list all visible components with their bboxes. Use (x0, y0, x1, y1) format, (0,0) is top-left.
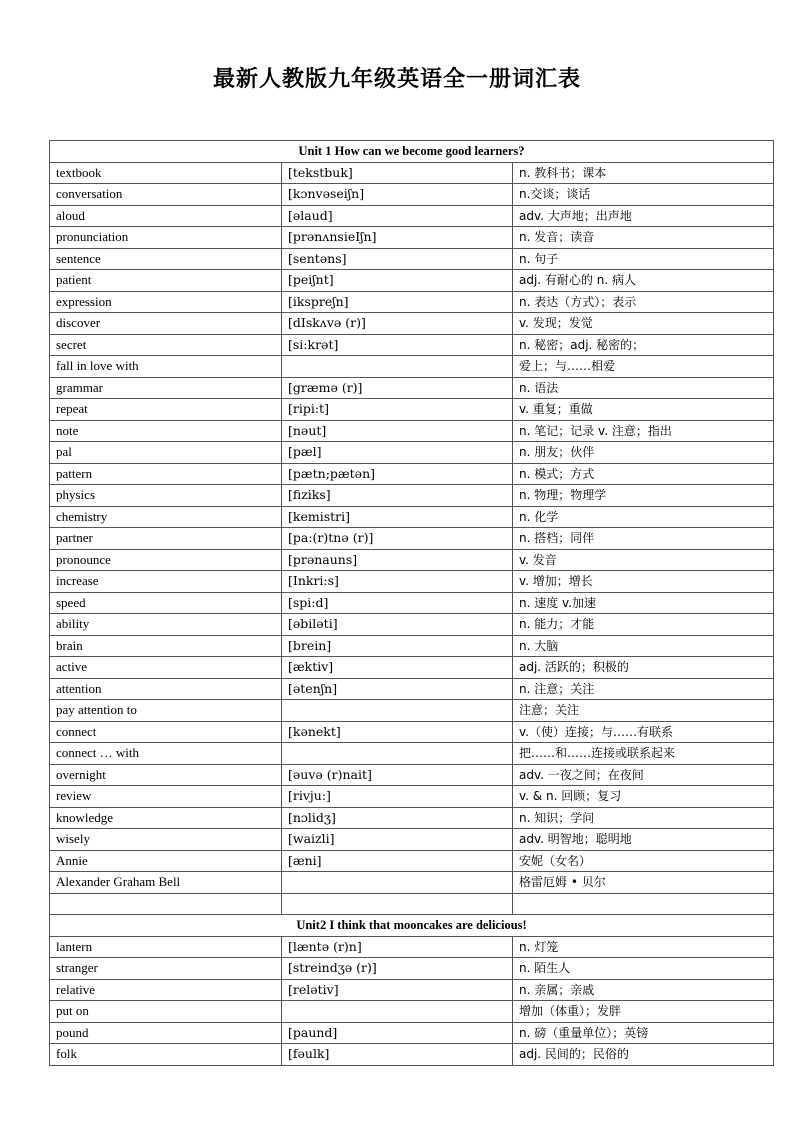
phonetic-cell: [brein] (282, 635, 513, 657)
phonetic-cell (282, 356, 513, 378)
phonetic-cell: [spi:d] (282, 592, 513, 614)
meaning-cell: adj. 有耐心的 n. 病人 (513, 270, 774, 292)
table-row (50, 958, 774, 980)
word-cell: secret (50, 334, 282, 356)
table-row (50, 893, 774, 915)
phonetic-cell: [əuvə (r)nait] (282, 764, 513, 786)
word-cell: conversation (50, 184, 282, 206)
phonetic-cell: [dIskʌvə (r)] (282, 313, 513, 335)
phonetic-cell: [əlaud] (282, 205, 513, 227)
word-cell: connect (50, 721, 282, 743)
meaning-cell: n. 句子 (513, 248, 774, 270)
table-row (50, 463, 774, 485)
table-row (50, 291, 774, 313)
meaning-cell: adj. 民间的；民俗的 (513, 1044, 774, 1066)
phonetic-cell: [paund] (282, 1022, 513, 1044)
phonetic-cell: [græmə (r)] (282, 377, 513, 399)
phonetic-cell: [pætn;pætən] (282, 463, 513, 485)
meaning-cell: n. 教科书；课本 (513, 162, 774, 184)
word-cell: physics (50, 485, 282, 507)
unit1-rows (50, 162, 774, 915)
word-cell: fall in love with (50, 356, 282, 378)
word-cell: textbook (50, 162, 282, 184)
table-row (50, 248, 774, 270)
meaning-cell: n. 速度 v.加速 (513, 592, 774, 614)
word-cell: wisely (50, 829, 282, 851)
table-row (50, 313, 774, 335)
meaning-cell: n. 秘密；adj. 秘密的； (513, 334, 774, 356)
table-row (50, 485, 774, 507)
table-row (50, 162, 774, 184)
word-cell: expression (50, 291, 282, 313)
meaning-cell: 增加（体重）；发胖 (513, 1001, 774, 1023)
phonetic-cell: [nəut] (282, 420, 513, 442)
phonetic-cell: [fiziks] (282, 485, 513, 507)
word-cell: aloud (50, 205, 282, 227)
table-row (50, 936, 774, 958)
table-row (50, 506, 774, 528)
word-cell: ability (50, 614, 282, 636)
word-cell: stranger (50, 958, 282, 980)
phonetic-cell: [pa:(r)tnə (r)] (282, 528, 513, 550)
meaning-cell: n. 模式；方式 (513, 463, 774, 485)
meaning-cell: 把……和……连接或联系起来 (513, 743, 774, 765)
meaning-cell: 安妮（女名） (513, 850, 774, 872)
word-cell: chemistry (50, 506, 282, 528)
word-cell: pattern (50, 463, 282, 485)
table-row (50, 334, 774, 356)
meaning-cell: n. 搭档；同伴 (513, 528, 774, 550)
meaning-cell: v. 增加；增长 (513, 571, 774, 593)
table-row (50, 979, 774, 1001)
word-cell: folk (50, 1044, 282, 1066)
meaning-cell: n. 语法 (513, 377, 774, 399)
phonetic-cell (282, 893, 513, 915)
word-cell: Annie (50, 850, 282, 872)
table-row (50, 1022, 774, 1044)
word-cell: increase (50, 571, 282, 593)
phonetic-cell: [əbiləti] (282, 614, 513, 636)
word-cell: sentence (50, 248, 282, 270)
phonetic-cell: [prənauns] (282, 549, 513, 571)
phonetic-cell: [tekstbuk] (282, 162, 513, 184)
word-cell: connect … with (50, 743, 282, 765)
meaning-cell: v. 重复；重做 (513, 399, 774, 421)
table-row (50, 442, 774, 464)
word-cell: review (50, 786, 282, 808)
word-cell: partner (50, 528, 282, 550)
word-cell: note (50, 420, 282, 442)
table-row (50, 356, 774, 378)
phonetic-cell: [æni] (282, 850, 513, 872)
meaning-cell: 爱上；与……相爱 (513, 356, 774, 378)
meaning-cell: n. 笔记；记录 v. 注意；指出 (513, 420, 774, 442)
table-row (50, 807, 774, 829)
table-row (50, 764, 774, 786)
phonetic-cell: [læntə (r)n] (282, 936, 513, 958)
meaning-cell: n. 朋友；伙伴 (513, 442, 774, 464)
phonetic-cell (282, 872, 513, 894)
table-row (50, 678, 774, 700)
phonetic-cell: [ripi:t] (282, 399, 513, 421)
meaning-cell: n. 物理；物理学 (513, 485, 774, 507)
meaning-cell: v. 发现；发觉 (513, 313, 774, 335)
meaning-cell: n. 能力；才能 (513, 614, 774, 636)
meaning-cell: n. 陌生人 (513, 958, 774, 980)
word-cell: pal (50, 442, 282, 464)
meaning-cell: n. 磅（重量单位）；英镑 (513, 1022, 774, 1044)
word-cell: grammar (50, 377, 282, 399)
phonetic-cell: [rivju:] (282, 786, 513, 808)
meaning-cell: adj. 活跃的；积极的 (513, 657, 774, 679)
phonetic-cell: [sentəns] (282, 248, 513, 270)
word-cell: speed (50, 592, 282, 614)
table-row (50, 420, 774, 442)
word-cell: brain (50, 635, 282, 657)
meaning-cell: v. & n. 回顾；复习 (513, 786, 774, 808)
meaning-cell: n. 亲属；亲戚 (513, 979, 774, 1001)
meaning-cell: n. 注意；关注 (513, 678, 774, 700)
table-row (50, 528, 774, 550)
meaning-cell: adv. 大声地；出声地 (513, 205, 774, 227)
vocabulary-table (49, 140, 774, 1066)
word-cell: active (50, 657, 282, 679)
phonetic-cell: [streindʒə (r)] (282, 958, 513, 980)
meaning-cell: n.交谈；谈话 (513, 184, 774, 206)
meaning-cell: adv. 明智地；聪明地 (513, 829, 774, 851)
table-row (50, 549, 774, 571)
table-row (50, 571, 774, 593)
table-row (50, 850, 774, 872)
table-row (50, 614, 774, 636)
word-cell: relative (50, 979, 282, 1001)
meaning-cell (513, 893, 774, 915)
word-cell: lantern (50, 936, 282, 958)
meaning-cell: n. 表达（方式）；表示 (513, 291, 774, 313)
unit2-header: Unit2 I think that mooncakes are delicious! (50, 915, 774, 937)
phonetic-cell: [fəulk] (282, 1044, 513, 1066)
word-cell: pronounce (50, 549, 282, 571)
phonetic-cell: [ətenʃn] (282, 678, 513, 700)
table-row (50, 227, 774, 249)
phonetic-cell: [pæl] (282, 442, 513, 464)
unit1-header-row (50, 141, 774, 163)
meaning-cell: v.（使）连接；与……有联系 (513, 721, 774, 743)
table-row (50, 700, 774, 722)
phonetic-cell: [peiʃnt] (282, 270, 513, 292)
word-cell: put on (50, 1001, 282, 1023)
phonetic-cell: [waizli] (282, 829, 513, 851)
meaning-cell: n. 化学 (513, 506, 774, 528)
word-cell: pay attention to (50, 700, 282, 722)
table-row (50, 786, 774, 808)
table-row (50, 1001, 774, 1023)
meaning-cell: n. 大脑 (513, 635, 774, 657)
table-row (50, 743, 774, 765)
meaning-cell: n. 灯笼 (513, 936, 774, 958)
word-cell: discover (50, 313, 282, 335)
table-row (50, 635, 774, 657)
phonetic-cell: [æktiv] (282, 657, 513, 679)
phonetic-cell (282, 1001, 513, 1023)
unit1-header: Unit 1 How can we become good learners? (50, 141, 774, 163)
table-row (50, 1044, 774, 1066)
word-cell: knowledge (50, 807, 282, 829)
word-cell: pound (50, 1022, 282, 1044)
table-row (50, 184, 774, 206)
word-cell: Alexander Graham Bell (50, 872, 282, 894)
meaning-cell: n. 知识；学问 (513, 807, 774, 829)
word-cell: attention (50, 678, 282, 700)
phonetic-cell: [si:krət] (282, 334, 513, 356)
phonetic-cell: [nɔlidʒ] (282, 807, 513, 829)
meaning-cell: n. 发音；读音 (513, 227, 774, 249)
table-row (50, 270, 774, 292)
table-row (50, 205, 774, 227)
meaning-cell: 注意；关注 (513, 700, 774, 722)
phonetic-cell: [relətiv] (282, 979, 513, 1001)
meaning-cell: 格雷厄姆 • 贝尔 (513, 872, 774, 894)
table-row (50, 872, 774, 894)
word-cell (50, 893, 282, 915)
phonetic-cell: [kɔnvəseiʃn] (282, 184, 513, 206)
unit2-header-row (50, 915, 774, 937)
phonetic-cell (282, 700, 513, 722)
table-row (50, 721, 774, 743)
phonetic-cell: [kənekt] (282, 721, 513, 743)
document-title: 最新人教版九年级英语全一册词汇表 (212, 67, 581, 92)
unit2-rows (50, 936, 774, 1065)
table-row (50, 592, 774, 614)
meaning-cell: adv. 一夜之间；在夜间 (513, 764, 774, 786)
word-cell: patient (50, 270, 282, 292)
table-row (50, 377, 774, 399)
table-row (50, 399, 774, 421)
meaning-cell: v. 发音 (513, 549, 774, 571)
phonetic-cell (282, 743, 513, 765)
phonetic-cell: [ikspreʃn] (282, 291, 513, 313)
table-row (50, 657, 774, 679)
phonetic-cell: [Inkri:s] (282, 571, 513, 593)
table-row (50, 829, 774, 851)
word-cell: overnight (50, 764, 282, 786)
phonetic-cell: [kemistri] (282, 506, 513, 528)
phonetic-cell: [prənʌnsieIʃn] (282, 227, 513, 249)
word-cell: repeat (50, 399, 282, 421)
word-cell: pronunciation (50, 227, 282, 249)
